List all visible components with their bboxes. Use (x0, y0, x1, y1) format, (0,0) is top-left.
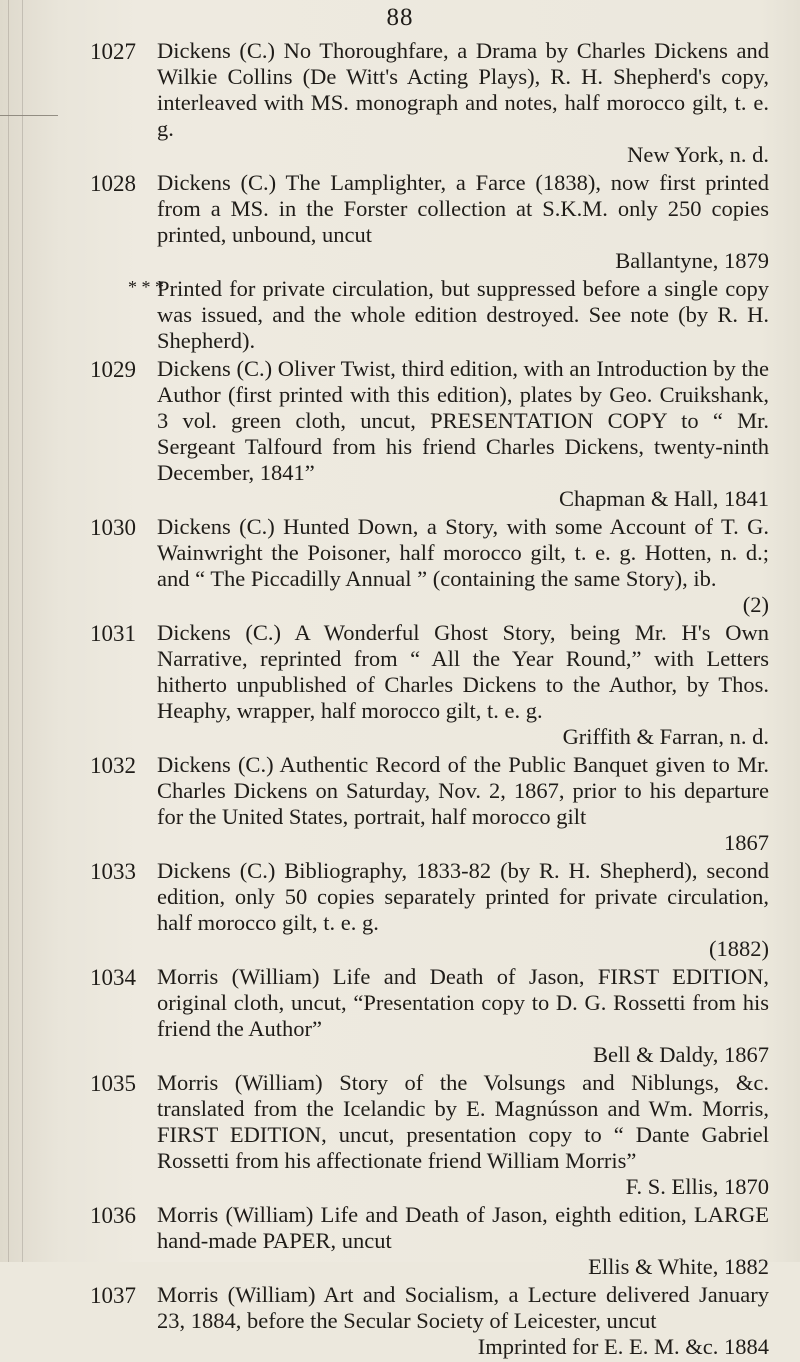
entry-body: Dickens (C.) Oliver Twist, third edition, with an Introduction by the Author (first printed with this edition), plates by Geo. Cruikshank, 3 vol. green cloth, uncut, PRESENTATION COPY to “ Mr. Sergeant Talfourd from his friend Charles Dickens, twenty-ninth December, 1841” (157, 356, 769, 485)
entry-imprint: Ballantyne, 1879 (615, 248, 769, 273)
catalogue-entry (0, 752, 800, 856)
lot-number: 1034 (90, 965, 136, 990)
entry-text (157, 1070, 769, 1200)
entry-imprint: New York, n. d. (627, 142, 769, 167)
lot-number: 1027 (90, 39, 136, 64)
entry-body: Printed for private circulation, but suppressed before a single copy was issued, and the whole edition destroyed. See note (by R. H. Shepherd). (157, 276, 769, 353)
catalogue-entry (0, 514, 800, 618)
entry-text (157, 276, 769, 354)
lot-number: 1029 (90, 357, 136, 382)
entry-text (157, 964, 769, 1068)
catalogue-entry (0, 858, 800, 962)
catalogue-entries (0, 38, 800, 1362)
entry-text (157, 356, 769, 512)
entry-text (157, 38, 769, 168)
entry-text (157, 858, 769, 962)
entry-text (157, 752, 769, 856)
entry-imprint: (2) (742, 592, 769, 617)
lot-number: 1031 (90, 621, 136, 646)
entry-text (157, 1202, 769, 1280)
entry-text (157, 1282, 769, 1360)
entry-imprint: Chapman & Hall, 1841 (559, 486, 769, 511)
lot-number: 1033 (90, 859, 136, 884)
lot-number: 1036 (90, 1203, 136, 1228)
entry-body: Dickens (C.) No Thoroughfare, a Drama by Charles Dickens and Wilkie Collins (De Witt's Acting Plays), R. H. Shepherd's copy, interleaved with MS. monograph and notes, half morocco gilt, t. e. g. (157, 38, 769, 141)
lot-number: 1037 (90, 1283, 136, 1308)
catalogue-entry (0, 1202, 800, 1280)
catalogue-entry (0, 1070, 800, 1200)
entry-imprint: Ellis & White, 1882 (588, 1254, 769, 1279)
catalogue-entry (0, 38, 800, 168)
entry-imprint: Imprinted for E. E. M. &c. 1884 (477, 1334, 769, 1359)
catalogue-note (0, 276, 800, 354)
entry-imprint: Bell & Daldy, 1867 (592, 1042, 769, 1067)
entry-body: Morris (William) Life and Death of Jason, FIRST EDITION, original cloth, uncut, “Presentation copy to D. G. Rossetti from his friend the Author” (157, 964, 769, 1041)
entry-imprint: 1867 (724, 830, 769, 855)
lot-number: 1032 (90, 753, 136, 778)
catalogue-entry (0, 170, 800, 274)
entry-body: Dickens (C.) Hunted Down, a Story, with some Account of T. G. Wainwright the Poisoner, half morocco gilt, t. e. g. Hotten, n. d.; and “ The Piccadilly Annual ” (containing the same Story), ib. (157, 514, 769, 591)
catalogue-entry (0, 964, 800, 1068)
entry-body: Morris (William) Art and Socialism, a Lecture delivered January 23, 1884, before the Secular Society of Leicester, uncut (157, 1282, 769, 1333)
lot-number: 1028 (90, 171, 136, 196)
entry-body: Dickens (C.) The Lamplighter, a Farce (1838), now first printed from a MS. in the Forster collection at S.K.M. only 250 copies printed, unbound, uncut (157, 170, 769, 247)
asterism: * * * (128, 277, 164, 297)
entry-imprint: (1882) (709, 936, 769, 961)
lot-number: 1030 (90, 515, 136, 540)
catalogue-entry (0, 620, 800, 750)
entry-text (157, 170, 769, 274)
entry-body: Dickens (C.) Authentic Record of the Public Banquet given to Mr. Charles Dickens on Saturday, Nov. 2, 1867, prior to his departure for the United States, portrait, half morocco gilt (157, 752, 769, 829)
entry-imprint: Griffith & Farran, n. d. (562, 724, 769, 749)
catalogue-entry (0, 356, 800, 512)
entry-body: Morris (William) Life and Death of Jason, eighth edition, LARGE hand-made PAPER, uncut (157, 1202, 769, 1253)
entry-body: Dickens (C.) A Wonderful Ghost Story, being Mr. H's Own Narrative, reprinted from “ All the Year Round,” with Letters hitherto unpublished of Charles Dickens to the Author, by Thos. Heaphy, wrapper, half morocco gilt, t. e. g. (157, 620, 769, 723)
page-number: 88 (386, 4, 414, 31)
lot-number: 1035 (90, 1071, 136, 1096)
entry-body: Dickens (C.) Bibliography, 1833-82 (by R. H. Shepherd), second edition, only 50 copies separately printed for private circulation, half morocco gilt, t. e. g. (157, 858, 769, 935)
entry-text (157, 620, 769, 750)
entry-text (157, 514, 769, 618)
entry-imprint: F. S. Ellis, 1870 (625, 1174, 769, 1199)
entry-body: Morris (William) Story of the Volsungs and Niblungs, &c. translated from the Icelandic by E. Magnússon and Wm. Morris, FIRST EDITION, uncut, presentation copy to “ Dante Gabriel Rossetti from his affectionate friend William Morris” (157, 1070, 769, 1173)
catalogue-entry (0, 1282, 800, 1360)
